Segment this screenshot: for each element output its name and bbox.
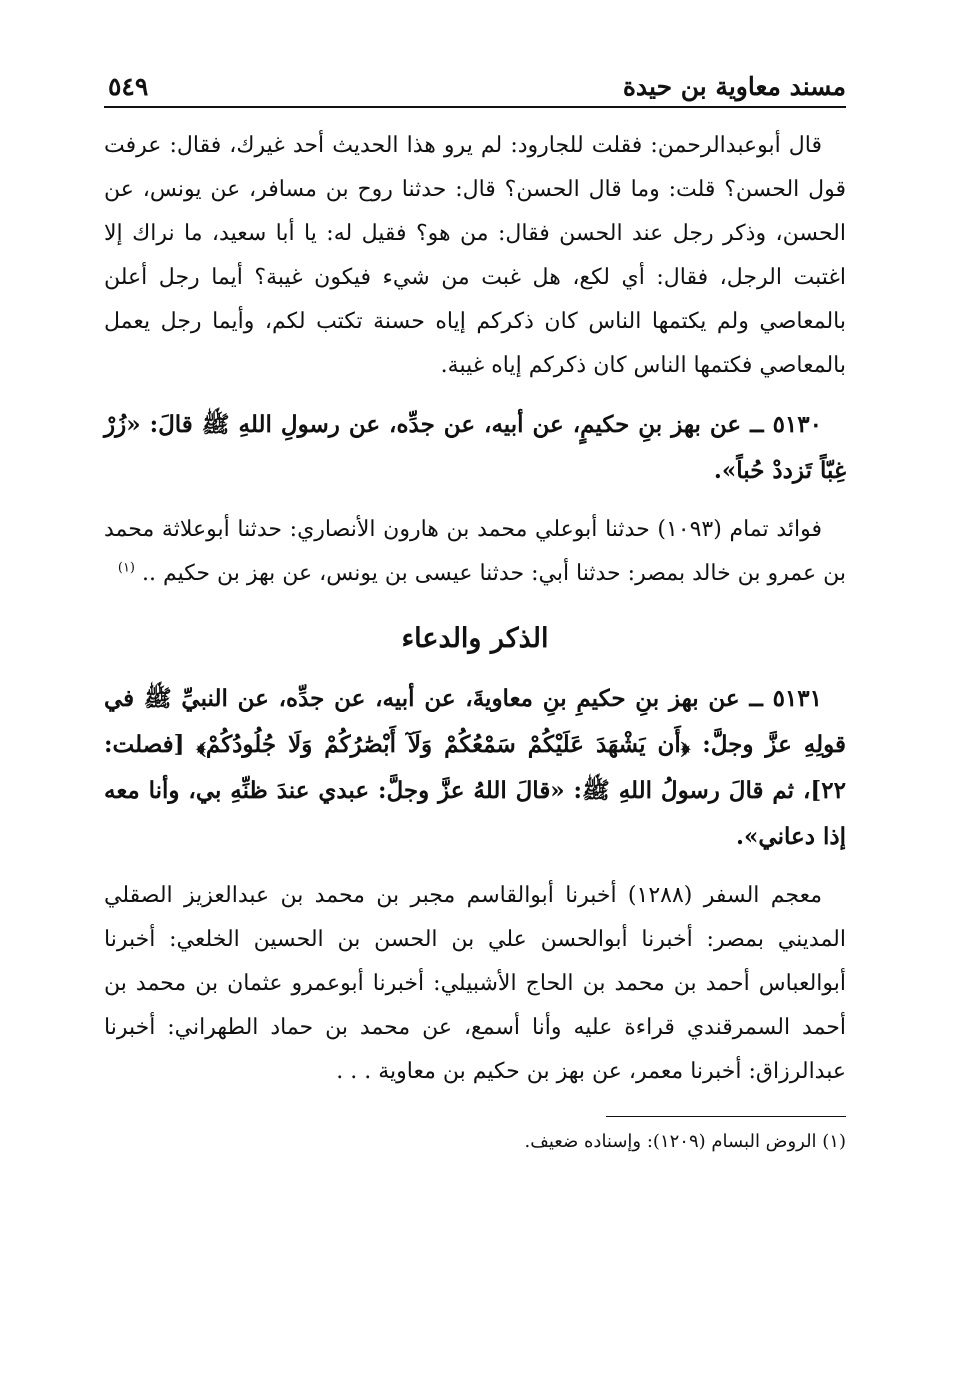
page-header	[104, 66, 846, 108]
hadith-5130: ٥١٣٠ ــ عن بهز بنِ حكيمٍ، عن أبيه، عن جدِّه، عن رسولِ اللهِ ﷺ قالَ: «زُرْ غِبّاً تَزددْ حُباً».	[104, 411, 846, 484]
source-5131-paragraph: معجم السفر (١٢٨٨) أخبرنا أبوالقاسم مجبر بن محمد بن عبدالعزيز الصقلي المديني بمصر: أخبرنا أبوالحسن علي بن الحسن بن الحسين الخلعي: أخبرنا أبوالعباس أحمد بن محمد بن الحاج الأشبيلي: أخبرنا أبوعمرو عثمان بن محمد بن أحمد السمرقندي قراءة عليه وأنا أسمع، عن محمد بن حماد الطهراني: أخبرنا عبدالرزاق: أخبرنا معمر، عن بهز بن حكيم بن معاوية . . .	[104, 883, 846, 1084]
section-heading: الذكر والدعاء	[401, 623, 549, 654]
footnote-reference: (١)	[117, 560, 135, 576]
footnote-divider	[606, 1116, 846, 1117]
hadith-5131: ٥١٣١ ــ عن بهز بنِ حكيمِ بنِ معاويةَ، عن أبيه، عن جدِّه، عن النبيِّ ﷺ في قولِهِ عزَّ وجلَّ: ﴿أَن يَشْهَدَ عَلَيْكُمْ سَمْعُكُمْ وَلَآ أَبْصَٰرُكُمْ وَلَا جُلُودُكُمْ﴾ [فصلت: ٢٢]، ثم قالَ رسولُ اللهِ ﷺ: «قالَ اللهُ عزَّ وجلَّ: عبدي عندَ ظنِّهِ بي، وأنا معه إذا دعاني».	[104, 685, 846, 850]
page-number: ٥٤٩	[108, 72, 149, 101]
footnote-1: (١) الروض البسام (١٢٠٩): وإسناده ضعيف.	[524, 1131, 846, 1152]
source-5130-text: فوائد تمام (١٠٩٣) حدثنا أبوعلي محمد بن هارون الأنصاري: حدثنا أبوعلاثة محمد بن عمرو بن خالد بمصر: حدثنا أبي: حدثنا عيسى بن يونس، عن بهز بن حكيم ..	[104, 517, 846, 586]
running-title: مسند معاوية بن حيدة	[622, 72, 846, 101]
book-page	[104, 66, 846, 1356]
source-5130-paragraph	[104, 508, 846, 596]
narrator-commentary-paragraph: قال أبوعبدالرحمن: فقلت للجارود: لم يرو هذا الحديث أحد غيرك، فقال: عرفت قول الحسن؟ قلت: وما قال الحسن؟ قال: حدثنا روح بن مسافر، عن يونس، عن الحسن، وذكر رجل عند الحسن فقال: من هو؟ فقيل له: يا أبا سعيد، ما نراك إلا اغتبت الرجل، فقال: أي لكع، هل غبت من شيء فيكون غيبة؟ أيما رجل أعلن بالمعاصي ولم يكتمها الناس كان ذكركم إياه حسنة تكتب لكم، وأيما رجل يعمل بالمعاصي فكتمها الناس كان ذكركم إياه غيبة.	[104, 133, 846, 378]
